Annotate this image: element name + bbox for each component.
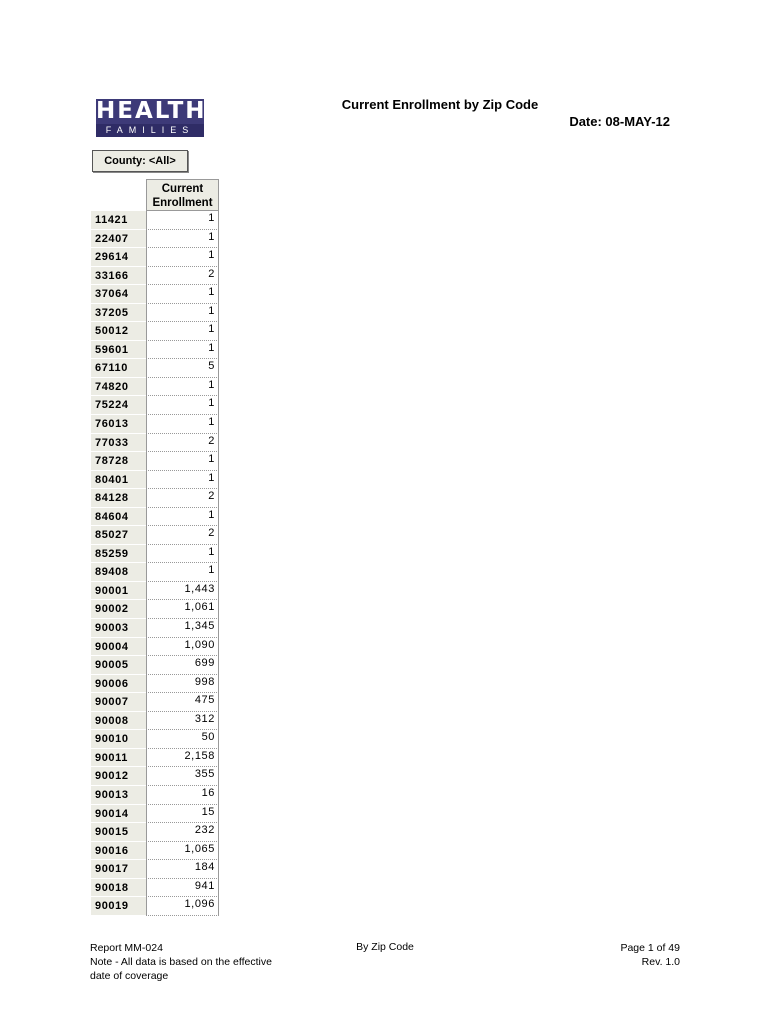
page-number: Page 1 of 49: [620, 942, 680, 954]
enrollment-value-cell: 1: [146, 378, 219, 397]
enrollment-value-cell: 1,090: [146, 638, 219, 657]
enrollment-value-cell: 1: [146, 452, 219, 471]
zip-code-cell: 50012: [91, 322, 146, 341]
table-row: [91, 322, 219, 341]
zip-code-cell: 90017: [91, 860, 146, 879]
enrollment-value-cell: 1: [146, 322, 219, 341]
zip-code-cell: 90006: [91, 675, 146, 694]
enrollment-value-cell: 16: [146, 786, 219, 805]
table-row: [91, 304, 219, 323]
enrollment-value-cell: 15: [146, 805, 219, 824]
table-row: [91, 675, 219, 694]
table-row: [91, 396, 219, 415]
table-row: [91, 526, 219, 545]
enrollment-value-cell: 184: [146, 860, 219, 879]
zip-code-cell: 90010: [91, 730, 146, 749]
column-header-line1: Current: [161, 183, 204, 195]
table-row: [91, 600, 219, 619]
enrollment-value-cell: 5: [146, 359, 219, 378]
table-row: [91, 582, 219, 601]
zip-code-cell: 90005: [91, 656, 146, 675]
footer-note-line1: Note - All data is based on the effective: [90, 956, 272, 968]
zip-code-cell: 90016: [91, 842, 146, 861]
table-row: [91, 285, 219, 304]
table-row: [91, 471, 219, 490]
logo-top-text: HEALTHY: [96, 98, 226, 124]
zip-code-cell: 37064: [91, 285, 146, 304]
table-row: [91, 508, 219, 527]
revision: Rev. 1.0: [641, 956, 680, 968]
zip-code-cell: 37205: [91, 304, 146, 323]
zip-code-cell: 84128: [91, 489, 146, 508]
table-row: [91, 693, 219, 712]
table-row: [91, 415, 219, 434]
zip-code-cell: 90011: [91, 749, 146, 768]
table-row: [91, 489, 219, 508]
enrollment-value-cell: 1,443: [146, 582, 219, 601]
table-row: [91, 767, 219, 786]
zip-code-cell: 11421: [91, 211, 146, 230]
zip-code-cell: 75224: [91, 396, 146, 415]
zip-code-cell: 90004: [91, 638, 146, 657]
table-row: [91, 730, 219, 749]
logo-bottom-text: FAMILIES: [96, 124, 204, 137]
table-row: [91, 341, 219, 360]
zip-code-cell: 90013: [91, 786, 146, 805]
footer-left: [90, 941, 310, 983]
zip-code-cell: 67110: [91, 359, 146, 378]
enrollment-value-cell: 1: [146, 563, 219, 582]
table-row: [91, 378, 219, 397]
enrollment-value-cell: 2: [146, 434, 219, 453]
table-row: [91, 638, 219, 657]
table-row: [91, 656, 219, 675]
table-row: [91, 897, 219, 916]
zip-code-cell: 85259: [91, 545, 146, 564]
zip-code-cell: 59601: [91, 341, 146, 360]
column-header-line2: Enrollment: [152, 197, 213, 209]
enrollment-value-cell: 1: [146, 545, 219, 564]
table-row: [91, 842, 219, 861]
table-row: [91, 563, 219, 582]
enrollment-value-cell: 1: [146, 211, 219, 230]
enrollment-value-cell: 50: [146, 730, 219, 749]
footer-right: [560, 941, 680, 969]
table-row: [91, 805, 219, 824]
zip-code-cell: 74820: [91, 378, 146, 397]
table-row: [91, 267, 219, 286]
county-filter: County: <All>: [92, 150, 188, 172]
zip-code-cell: 33166: [91, 267, 146, 286]
report-id: Report MM-024: [90, 942, 163, 954]
enrollment-value-cell: 1: [146, 471, 219, 490]
zip-code-cell: 78728: [91, 452, 146, 471]
enrollment-value-cell: 2: [146, 489, 219, 508]
table-row: [91, 749, 219, 768]
enrollment-value-cell: 2,158: [146, 749, 219, 768]
footer-center: By Zip Code: [356, 941, 414, 953]
zip-code-cell: 90018: [91, 879, 146, 898]
enrollment-value-cell: 1: [146, 248, 219, 267]
zip-code-cell: 90007: [91, 693, 146, 712]
table-row: [91, 786, 219, 805]
zip-code-cell: 22407: [91, 230, 146, 249]
zip-code-cell: 90001: [91, 582, 146, 601]
column-header-current-enrollment: [146, 179, 219, 211]
enrollment-value-cell: 2: [146, 267, 219, 286]
enrollment-value-cell: 1,065: [146, 842, 219, 861]
footer-note-line2: date of coverage: [90, 970, 169, 982]
zip-code-cell: 29614: [91, 248, 146, 267]
enrollment-value-cell: 355: [146, 767, 219, 786]
enrollment-value-cell: 1: [146, 230, 219, 249]
report-title: Current Enrollment by Zip Code: [341, 97, 539, 112]
enrollment-value-cell: 1,061: [146, 600, 219, 619]
table-row: [91, 860, 219, 879]
table-row: [91, 823, 219, 842]
table-row: [91, 452, 219, 471]
enrollment-value-cell: 1,096: [146, 897, 219, 916]
zip-code-cell: 80401: [91, 471, 146, 490]
enrollment-value-cell: 941: [146, 879, 219, 898]
enrollment-value-cell: 1: [146, 341, 219, 360]
enrollment-value-cell: 1: [146, 415, 219, 434]
table-row: [91, 359, 219, 378]
zip-code-cell: 77033: [91, 434, 146, 453]
enrollment-value-cell: 699: [146, 656, 219, 675]
enrollment-value-cell: 1,345: [146, 619, 219, 638]
zip-code-cell: 90012: [91, 767, 146, 786]
table-row: [91, 248, 219, 267]
table-row: [91, 712, 219, 731]
table-row: [91, 619, 219, 638]
zip-code-cell: 90008: [91, 712, 146, 731]
enrollment-table: [91, 211, 219, 916]
enrollment-value-cell: 1: [146, 508, 219, 527]
zip-code-cell: 84604: [91, 508, 146, 527]
enrollment-value-cell: 1: [146, 285, 219, 304]
enrollment-value-cell: 475: [146, 693, 219, 712]
enrollment-value-cell: 232: [146, 823, 219, 842]
zip-code-cell: 90002: [91, 600, 146, 619]
table-row: [91, 434, 219, 453]
zip-code-cell: 76013: [91, 415, 146, 434]
enrollment-value-cell: 1: [146, 304, 219, 323]
enrollment-value-cell: 1: [146, 396, 219, 415]
zip-code-cell: 90014: [91, 805, 146, 824]
report-date: Date: 08-MAY-12: [569, 114, 670, 129]
enrollment-value-cell: 312: [146, 712, 219, 731]
enrollment-value-cell: 998: [146, 675, 219, 694]
healthy-families-logo: [96, 98, 226, 137]
table-row: [91, 211, 219, 230]
table-row: [91, 230, 219, 249]
zip-code-cell: 90019: [91, 897, 146, 916]
zip-code-cell: 90003: [91, 619, 146, 638]
table-row: [91, 879, 219, 898]
table-row: [91, 545, 219, 564]
enrollment-value-cell: 2: [146, 526, 219, 545]
zip-code-cell: 85027: [91, 526, 146, 545]
zip-code-cell: 89408: [91, 563, 146, 582]
zip-code-cell: 90015: [91, 823, 146, 842]
